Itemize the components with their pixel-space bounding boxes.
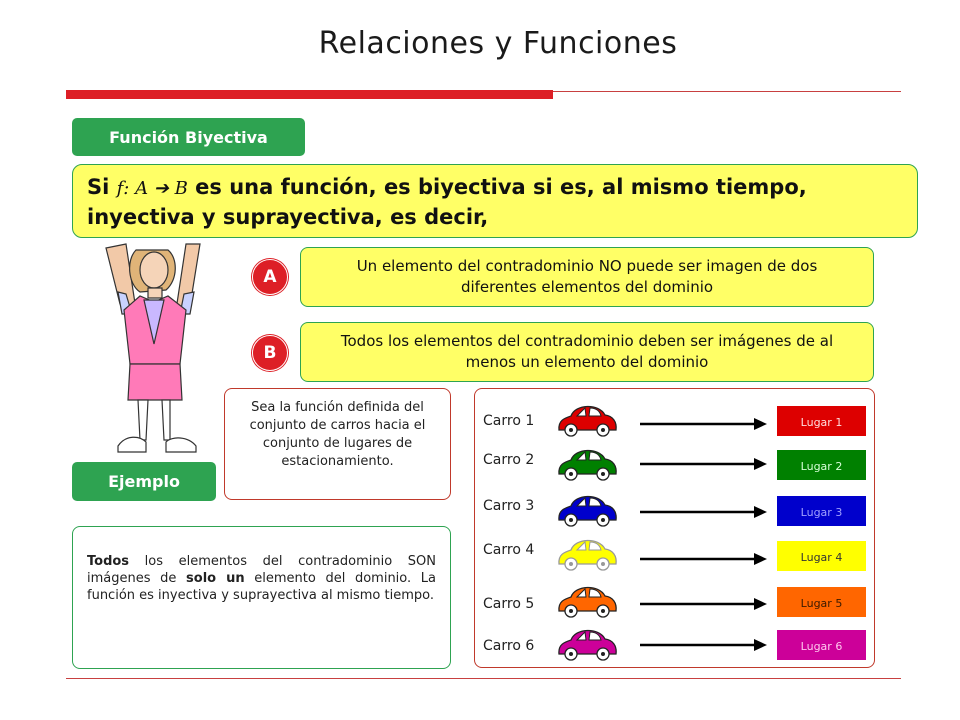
lugar-box-3: Lugar 3 [777,496,866,526]
conclusion-bold-solo-un: solo un [186,571,245,586]
conclusion-box [72,526,451,669]
mapping-arrow-icon [640,457,768,471]
mapping-arrow-icon [640,638,768,652]
mapping-arrow-icon [640,552,768,566]
example-description: Sea la función definida del conjunto de carros hacia el conjunto de lugares de estacionamiento. [224,388,451,500]
lugar-box-1: Lugar 1 [777,406,866,436]
carro-label: Carro 2 [483,452,535,468]
conclusion-text-2: elemento del dominio. La función es inyectiva y suprayectiva al mismo tiempo. [87,571,436,603]
yellow-car-icon [555,534,619,574]
carro-label: Carro 5 [483,596,535,612]
example-tag: Ejemplo [72,462,216,501]
conclusion-bold-todos: Todos [87,554,130,569]
condition-a-text: Un elemento del contradominio NO puede ser imagen de dos diferentes elementos del dominio [356,257,818,296]
mapping-arrow-icon [640,417,768,431]
mapping-arrow-icon [640,597,768,611]
presenter-figure-illustration [96,214,216,460]
section-tag: Función Biyectiva [72,118,305,156]
magenta-car-icon [555,624,619,664]
carro-label: Carro 3 [483,498,535,514]
footer-divider-line [66,678,901,679]
red-car-icon [555,400,619,440]
mapping-arrow-icon [640,505,768,519]
definition-box [72,164,918,238]
carro-label: Carro 1 [483,413,535,429]
orange-car-icon [555,581,619,621]
condition-b-box [300,322,874,382]
condition-b-text: Todos los elementos del contradominio deben ser imágenes de al menos un elemento del dominio [340,332,834,371]
lugar-box-2: Lugar 2 [777,450,866,480]
lugar-box-6: Lugar 6 [777,630,866,660]
title-accent-bar [66,90,553,99]
definition-text: es una función, es biyectiva si es, al mismo tiempo, inyectiva y suprayectiva, es decir, [87,175,807,229]
lugar-box-5: Lugar 5 [777,587,866,617]
blue-car-icon [555,490,619,530]
conclusion-text-1: los elementos del contradominio SON imágenes de [87,554,436,586]
badge-b: B [252,335,288,371]
badge-a: A [252,259,288,295]
definition-formula: f: A ➔ B [116,178,188,199]
title-divider-line [553,91,901,92]
carro-label: Carro 6 [483,638,535,654]
carro-label: Carro 4 [483,542,535,558]
lugar-box-4: Lugar 4 [777,541,866,571]
page-title: Relaciones y Funciones [318,26,678,61]
condition-a-box [300,247,874,307]
green-car-icon [555,444,619,484]
definition-prefix: Si [87,175,117,199]
